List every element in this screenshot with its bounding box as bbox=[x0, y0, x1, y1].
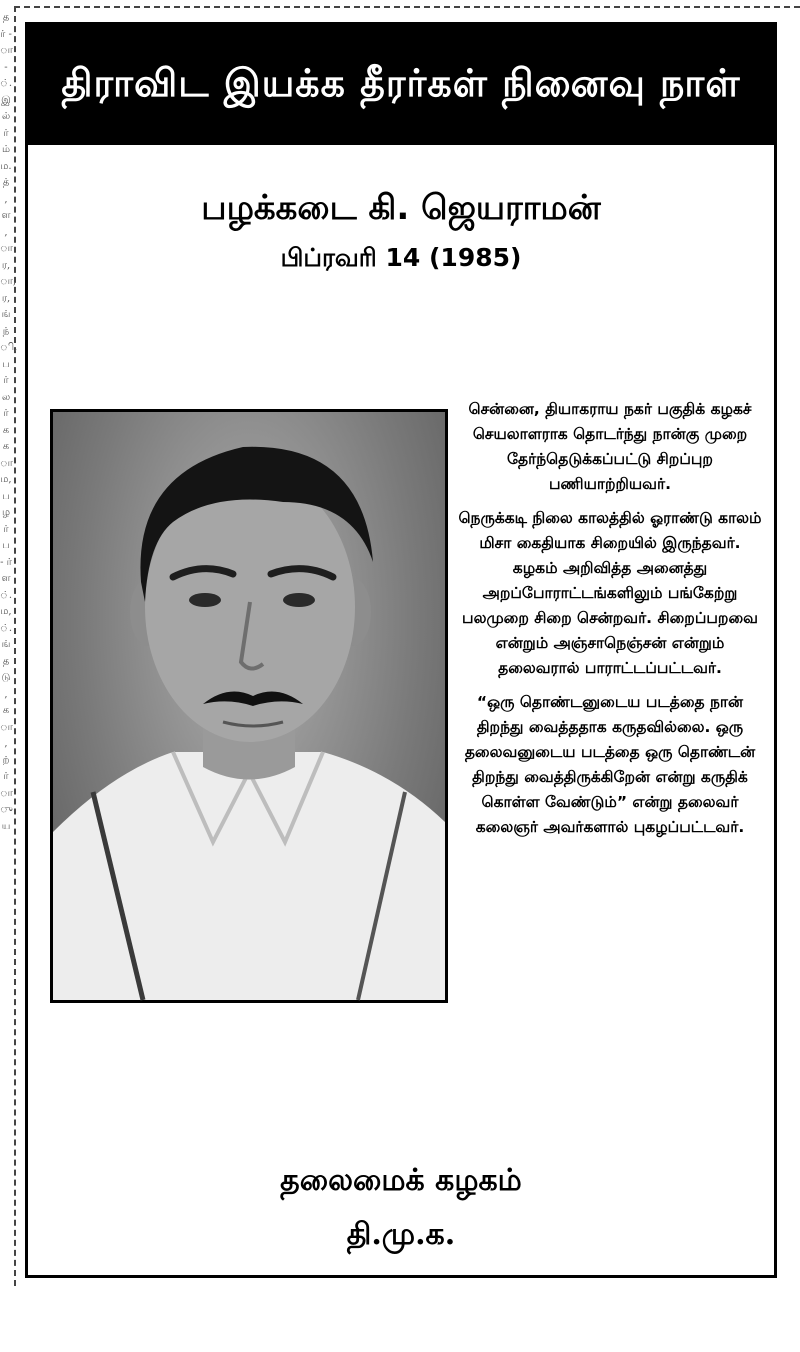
banner-title: திராவிட இயக்க தீரர்கள் நினைவு நாள் bbox=[61, 59, 741, 105]
memorial-notice bbox=[25, 22, 777, 1278]
clipping-edge-left bbox=[14, 6, 16, 1286]
adjacent-column-text: த ர் - ா - ். இ ல் ர் ம் ம. த் , ள , ா ர, ா, ர, ங் ந் ி, ப ர் ல ர் க க ா ம, ப ழ ர் ப - ர் ள ். ம, ். ங் த டு , க ா , ற் ர் ா ு ய bbox=[0, 12, 18, 832]
issuer-organisation: தலைமைக் கழகம் bbox=[280, 1163, 522, 1198]
person-name: பழக்கடை கி. ஜெயராமன் bbox=[201, 188, 601, 228]
bio-quote: “ஒரு தொண்டனுடைய படத்தை நான் திறந்து வைத்ததாக கருதவில்லை. ஒரு தலைவனுடைய படத்தை ஒரு தொண்டன் திறந்து வைத்திருக்கிறேன் என்று கருதிக் கொள்ள வேண்டும்” என்று தலைவர் கலைஞர் அவர்களால் புகழப்பட்டவர். bbox=[464, 693, 756, 836]
issuer-party: தி.மு.க. bbox=[346, 1217, 456, 1252]
memorial-date: பிப்ரவரி 14 (1985) bbox=[280, 243, 522, 272]
portrait-photo bbox=[50, 409, 448, 1003]
banner bbox=[28, 25, 774, 145]
clipping-edge-top bbox=[14, 6, 800, 8]
biography bbox=[458, 397, 762, 849]
portrait-illustration bbox=[53, 412, 445, 1000]
bio-paragraph: நெருக்கடி நிலை காலத்தில் ஓராண்டு காலம் மிசா கைதியாக சிறையில் இருந்தவர். கழகம் அறிவித்த அனைத்து அறப்போராட்டங்களிலும் பங்கேற்று பலமுறை சிறை சென்றவர். சிறைப்பறவை என்றும் அஞ்சாநெஞ்சன் என்றும் தலைவரால் பாராட்டப்பட்டவர். bbox=[458, 509, 762, 677]
bio-paragraph: சென்னை, தியாகராய நகர் பகுதிக் கழகச் செயலாளராக தொடர்ந்து நான்கு முறை தேர்ந்தெடுக்கப்பட்டு சிறப்புற பணியாற்றியவர். bbox=[468, 400, 752, 493]
